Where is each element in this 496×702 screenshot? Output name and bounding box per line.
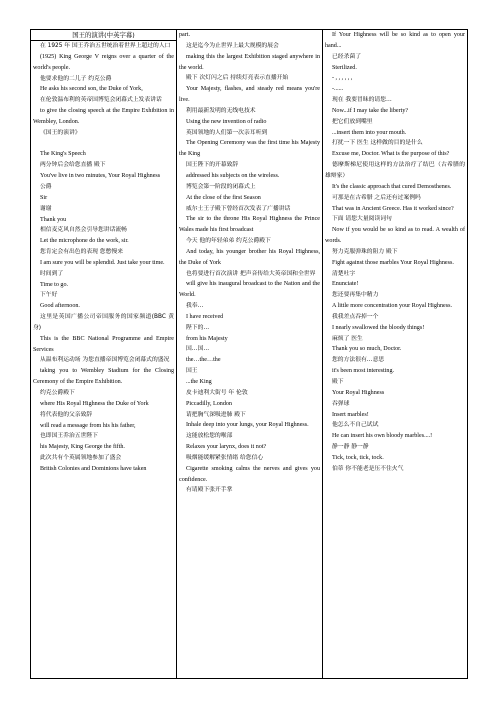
chinese-subtitle-line: 可那是在古希腊 之后还有过案例吗 (332, 194, 421, 201)
chinese-subtitle-line: 在 1925 年 国王乔治五世统治着世界上超过的人口 (40, 43, 171, 49)
chinese-subtitle-line: 将代表他的父亲致辞 (40, 411, 93, 418)
chinese-subtitle-line: 殿下 (332, 379, 344, 385)
column-1-lines (33, 41, 174, 475)
column-3 (322, 29, 468, 679)
chinese-subtitle-line: 国…国… (186, 346, 210, 353)
chinese-subtitle-line: 谢谢 (40, 205, 52, 212)
chinese-subtitle-line: 打扰一下 医生 这样做的目的是什么 (332, 140, 423, 147)
chinese-subtitle-line: 现在 我要冒昧的请您… (332, 97, 392, 104)
english-subtitle-line: This is the BBC National Programme and Empire Services (33, 335, 174, 353)
english-subtitle-line: You've live in two minutes, Your Royal Highness (40, 173, 161, 180)
english-subtitle-line: ...insert them into your mouth. (332, 129, 407, 136)
chinese-subtitle-line: 我奉… (186, 303, 204, 310)
chinese-subtitle-line: 在伦敦温布利的英帝国博览会闭幕式上发表讲话 (40, 97, 162, 104)
chinese-subtitle-line: 已经杀菌了 (332, 53, 361, 60)
english-subtitle-line: Cigarette smoking calms the nerves and gives you confidence. (179, 465, 320, 483)
chinese-subtitle-line: 英国领地的人们第一次亲耳听到 (186, 129, 268, 136)
english-subtitle-line: Insert marbles! (332, 411, 369, 418)
chinese-subtitle-line: 此次共有个英属领地参加了盛会 (40, 455, 122, 462)
english-subtitle-line: addressed his subjects on the wireless. (186, 172, 280, 179)
english-subtitle-line: That was in Ancient Greece. Has it worked since? (332, 205, 454, 212)
chinese-subtitle-line: 皮卡迪利大街号 年 伦敦 (186, 389, 248, 396)
chinese-subtitle-line: 博览会第一阶段的闭幕式上 (186, 183, 256, 190)
english-subtitle-line: Now...if I may take the liberty? (332, 107, 409, 114)
english-subtitle-line: the…the…the (186, 357, 221, 364)
english-subtitle-line: will give his inaugural broadcast to the Nation and the World. (179, 281, 320, 299)
english-subtitle-line: Sterilized. (332, 64, 357, 71)
chinese-subtitle-line: 公爵 (40, 183, 52, 190)
english-subtitle-line: to give the closing speech at the Empire Exhibition in Wembley, London. (33, 108, 174, 125)
english-subtitle-line: Inhale deep into your lungs, your Royal Highness. (186, 422, 309, 429)
chinese-subtitle-line: 也将要进行首次演讲 把声音传给大英帝国和全世界 (186, 270, 316, 277)
column-1 (30, 29, 176, 679)
chinese-subtitle-line: 我我差点吞掉一个 (332, 313, 379, 320)
english-subtitle-line: And today, his younger brother his Royal Highness, the Duke of York (179, 248, 320, 266)
english-subtitle-line: The King's Speech (40, 151, 86, 158)
chinese-subtitle-line: 两分钟后会给您直播 殿下 (40, 162, 106, 169)
chinese-subtitle-line: 约克公爵殿下 (40, 390, 75, 396)
english-subtitle-line: Your Royal Highness (332, 389, 385, 396)
english-subtitle-line: Let the microphone do the work, sir. (40, 238, 129, 245)
chinese-subtitle-line: 下面 请您大量阅读词句 (332, 216, 392, 223)
chinese-subtitle-line: 陛下的… (186, 324, 210, 331)
blank-line (33, 139, 174, 150)
english-subtitle-line: Thank you so much, Doctor. (332, 346, 402, 353)
chinese-subtitle-line: 您肯定会有出色的表现 您憋慢来 (40, 249, 123, 256)
english-subtitle-line: He asks his second son, the Duke of York, (40, 86, 143, 93)
english-subtitle-line: Fight against those marbles Your Royal Highness. (332, 259, 454, 266)
chinese-subtitle-line: 吸烟能缓解紧张情绪 给您信心 (186, 454, 264, 461)
chinese-subtitle-line: 清楚吐字 (332, 270, 356, 277)
document-title: 国王的演讲(中英字幕) (31, 30, 176, 41)
column-2 (176, 29, 322, 679)
english-subtitle-line: it's been most interesting. (332, 368, 395, 375)
english-subtitle-line: The sir to the throne His Royal Highness the Prince Wales made his first broadcast (179, 216, 320, 234)
chinese-subtitle-line: 下午好 (40, 292, 58, 299)
chinese-subtitle-line: 威尔士王子殿下曾经首次发表了广播讲话 (186, 205, 291, 212)
english-subtitle-line: If Your Highness will be so kind as to open your hand... (325, 32, 465, 49)
english-subtitle-line: (1925) King George V reigns over a quarter of the world's people. (33, 53, 174, 71)
chinese-subtitle-line: 努力克服弹珠的阻力 殿下 (332, 248, 398, 255)
english-subtitle-line: - , , , , , , (332, 75, 353, 82)
chinese-subtitle-line: 有请殿下张开手掌 (186, 487, 233, 494)
chinese-subtitle-line: 今天 他的年轻弟弟 约克公爵殿下 (186, 238, 271, 245)
english-subtitle-line: I am sure you will be splendid. Just take your time. (40, 259, 165, 266)
chinese-subtitle-line: 您还要再集中精力 (332, 292, 379, 299)
english-subtitle-line: It's the classic approach that cured Demosthenes. (332, 183, 452, 190)
english-subtitle-line: where His Royal Highness the Duke of York (40, 400, 149, 407)
chinese-subtitle-line: 《国王的演讲》 (40, 129, 81, 136)
english-subtitle-line: I nearly swallowed the bloody things! (332, 324, 425, 331)
chinese-subtitle-line: 他要求他的二儿子 约克公爵 (40, 75, 112, 82)
english-subtitle-line: British Colonies and Dominions have taken (40, 465, 147, 472)
chinese-subtitle-line: 麻烦了 医生 (332, 335, 363, 342)
english-subtitle-line: Now if you would be so kind as to read. A wealth of words. (325, 227, 465, 245)
english-subtitle-line: Time to go. (40, 281, 69, 288)
english-subtitle-line: Sir (40, 194, 48, 201)
chinese-subtitle-line: 也即国王乔治五世陛下 (40, 433, 98, 440)
chinese-subtitle-line: 相信麦克风自然会引导您讲话流畅 (40, 227, 127, 234)
english-subtitle-line: Thank you (40, 216, 67, 223)
chinese-subtitle-line: 时间到了 (40, 270, 64, 277)
subtitle-table (30, 29, 468, 679)
chinese-subtitle-line: 把它们放到嘴里 (332, 118, 373, 125)
english-subtitle-line: making this the largest Exhibition staged anywhere in the world. (179, 53, 320, 71)
chinese-subtitle-line: 殿下 次灯闪之后 持续灯亮表示直播开始 (186, 75, 289, 82)
english-subtitle-line: He can insert his own bloody marbles....! (332, 433, 433, 440)
chinese-subtitle-line: 他怎么不自己试试 (332, 422, 379, 429)
chinese-subtitle-line: 这是迄今为止世界上最大规模的展会 (186, 42, 279, 49)
english-subtitle-line: Relaxes your larynx, does it not? (186, 444, 267, 451)
english-subtitle-line: Tick, tock, tick, tock. (332, 454, 384, 461)
english-subtitle-line: will read a message from his his father, (40, 422, 136, 429)
english-subtitle-line: ...the King (186, 379, 212, 385)
chinese-subtitle-line: 国王陛下的开幕致辞 (186, 162, 239, 169)
chinese-subtitle-line: 国王 (186, 368, 198, 375)
chinese-subtitle-line: 您的方法很有…意思 (332, 357, 385, 364)
english-subtitle-line: Piccadilly, London (186, 400, 232, 407)
english-subtitle-line: Your Majesty, flashes, and steady red means you're live. (179, 86, 320, 104)
chinese-subtitle-line: 德摩斯梯尼使用这样的方法治疗了结巴（古希腊的雄辩家） (325, 162, 465, 179)
english-subtitle-line: his Majesty, King George the fifth. (40, 444, 125, 451)
chinese-subtitle-line: 吞弹球 (332, 400, 350, 407)
chinese-subtitle-line: 这能放松您的喉部 (186, 433, 233, 440)
english-subtitle-line: At the close of the first Season (186, 194, 261, 201)
chinese-subtitle-line: 这里是英国广播公司帝国服务的国家频道(BBC 黄身) (33, 314, 174, 331)
english-subtitle-line: -...... (332, 86, 344, 93)
table-columns (30, 29, 468, 679)
english-subtitle-line: from his Majesty (186, 335, 228, 342)
english-subtitle-line: Good afternoon. (40, 303, 80, 310)
chinese-subtitle-line: 利用最新发明的无线电技术 (186, 107, 256, 114)
chinese-subtitle-line: 请把胸气深吸进肺 殿下 (186, 411, 246, 418)
chinese-subtitle-line: 静一静 静一静 (332, 444, 369, 451)
english-subtitle-line: Enunciate! (332, 281, 359, 288)
english-subtitle-line: Excuse me, Doctor. What is the purpose of this? (332, 151, 450, 158)
english-subtitle-line: Using the new invention of radio (186, 118, 267, 125)
english-subtitle-line: part. (179, 32, 190, 38)
english-subtitle-line: The Opening Ceremony was the first time his Majesty the King (179, 140, 320, 158)
english-subtitle-line: taking you to Wembley Stadium for the Closing Ceremony of the Empire Exhibition. (33, 368, 174, 386)
chinese-subtitle-line: 伯蒂 你不能老是压不住火气 (332, 465, 404, 472)
column-2-lines (179, 30, 320, 496)
chinese-subtitle-line: 从温布利运动场 为您直播帝国博览会闭幕式的盛况 (40, 357, 170, 364)
column-3-lines (325, 30, 465, 475)
english-subtitle-line: A little more concentration your Royal Highness. (332, 303, 452, 310)
english-subtitle-line: I have received (186, 313, 224, 320)
